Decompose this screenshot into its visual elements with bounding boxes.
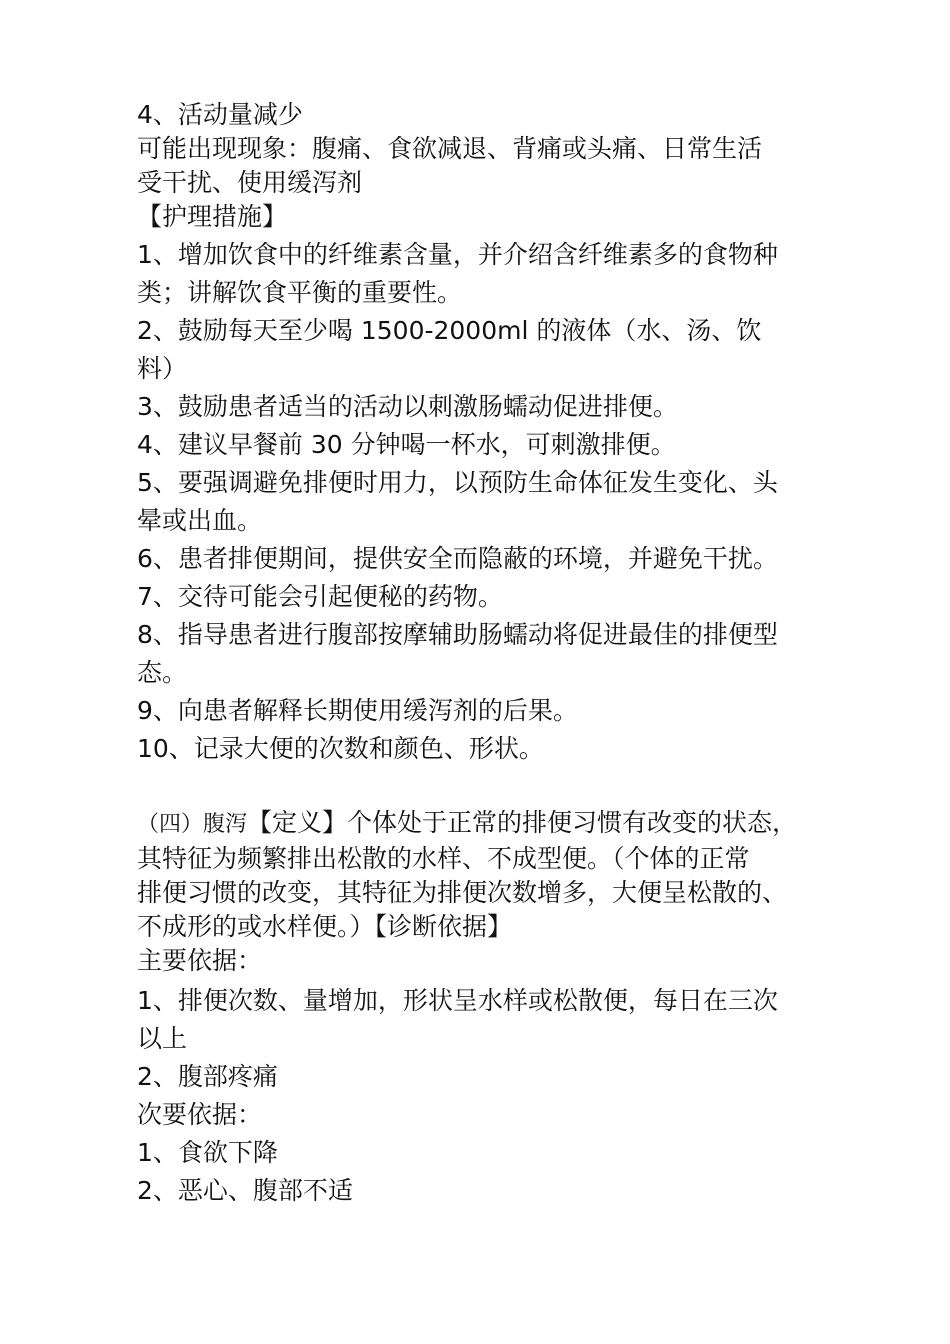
text-line: 5、要强调避免排便时用力，以预防生命体征发生变化、头: [137, 468, 778, 497]
text-line: 受干扰、使用缓泻剂: [137, 168, 363, 197]
text-line: 以上: [137, 1024, 188, 1053]
document-page: [137, 98, 837, 1208]
text-line: 6、患者排便期间，提供安全而隐蔽的环境，并避免干扰。: [137, 544, 778, 573]
text-line: 1、排便次数、量增加，形状呈水样或松散便，每日在三次: [137, 986, 778, 1015]
text-line: 排便习惯的改变，其特征为排便次数增多，大便呈松散的、: [137, 878, 788, 907]
text-line: 主要依据：: [137, 946, 263, 975]
text-line: 3、鼓励患者适当的活动以刺激肠蠕动促进排便。: [137, 392, 678, 421]
text-line: 晕或出血。: [137, 506, 263, 535]
heading-prefix: （四）腹泻: [137, 812, 248, 837]
text-line: 其特征为频繁排出松散的水样、不成型便。（个体的正常: [137, 844, 750, 873]
text-line: 可能出现现象：腹痛、食欲减退、背痛或头痛、日常生活: [137, 134, 763, 163]
text-line: 不成形的或水样便。）【诊断依据】: [137, 912, 513, 941]
text-line: 1、食欲下降: [137, 1138, 278, 1167]
text-line: 料）: [137, 354, 188, 383]
section-heading: 【护理措施】: [137, 202, 288, 231]
text-line: 态。: [137, 658, 188, 687]
text-line: 类；讲解饮食平衡的重要性。: [137, 278, 463, 307]
text-line: 9、向患者解释长期使用缓泻剂的后果。: [137, 696, 578, 725]
section-heading-diarrhea: [137, 806, 837, 842]
text-line: 7、交待可能会引起便秘的药物。: [137, 582, 503, 611]
text-line: 次要依据：: [137, 1100, 263, 1129]
text-line: 8、指导患者进行腹部按摩辅助肠蠕动将促进最佳的排便型: [137, 620, 778, 649]
text-line: 4、活动量减少: [137, 100, 303, 129]
text-line: 2、腹部疼痛: [137, 1062, 278, 1091]
text-line: 1、增加饮食中的纤维素含量，并介绍含纤维素多的食物种: [137, 240, 778, 269]
text-line: 2、恶心、腹部不适: [137, 1176, 353, 1205]
text-line: 10、记录大便的次数和颜色、形状。: [137, 734, 544, 763]
heading-rest: 【定义】个体处于正常的排便习惯有改变的状态，: [247, 808, 798, 837]
text-line: 2、鼓励每天至少喝 1500-2000ml 的液体（水、汤、饮: [137, 316, 762, 345]
text-line: 4、建议早餐前 30 分钟喝一杯水，可刺激排便。: [137, 430, 676, 459]
